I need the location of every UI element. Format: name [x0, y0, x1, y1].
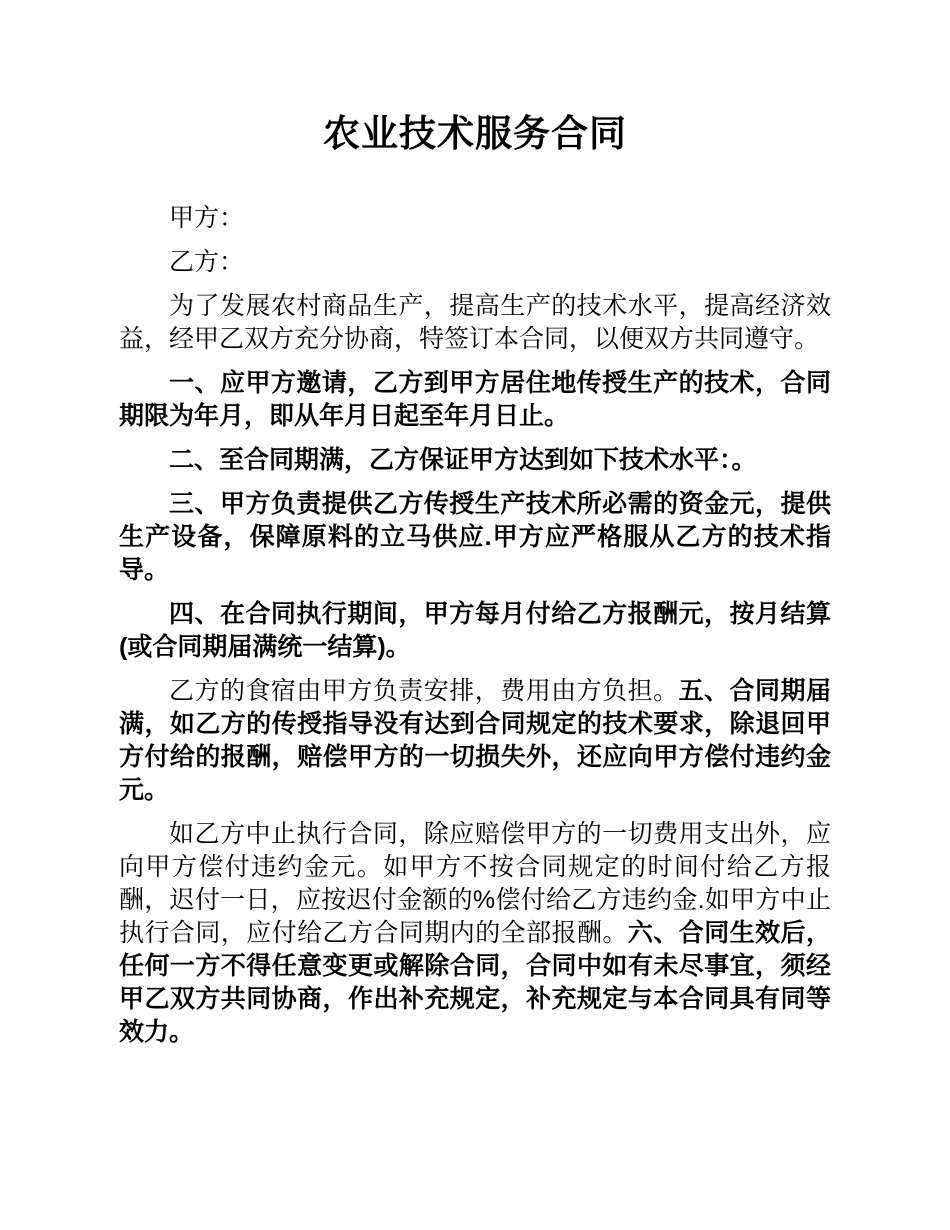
paragraph-text: 甲方： — [169, 204, 245, 232]
paragraph-clause-2 — [119, 444, 831, 477]
paragraph-preamble — [119, 290, 831, 356]
paragraph-text: 乙方： — [169, 248, 245, 276]
paragraph-party-a — [119, 202, 831, 235]
paragraph-text-normal: 如乙方中止执行合同，除应赔偿甲方的一切费用支出外，应向甲方偿付违约金元。如甲方不按合同规定的时间付给乙方报酬，迟付一日，应按迟付金额的%偿付给乙方违约金.如甲方中止执行合同，应付给乙方合同期内的全部报酬。 — [119, 820, 831, 947]
document-title: 农业技术服务合同 — [323, 113, 627, 154]
paragraph-clause-1 — [119, 367, 831, 433]
paragraph-text: 为了发展农村商品生产，提高生产的技术水平，提高经济效益，经甲乙双方充分协商，特签订本合同，以便双方共同遵守。 — [119, 292, 831, 353]
paragraph-text-bold: 五、合同期届满，如乙方的传授指导没有达到合同规定的技术要求，除退回甲方付给的报酬，赔偿甲方的一切损失外，还应向甲方偿付违约金元。 — [119, 677, 831, 804]
paragraph-clause-3 — [119, 488, 831, 587]
paragraph-text: 一、应甲方邀请，乙方到甲方居住地传授生产的技术，合同期限为年月，即从年月日起至年月日止。 — [119, 369, 831, 430]
paragraph-text: 二、至合同期满，乙方保证甲方达到如下技术水平：。 — [169, 446, 757, 474]
paragraph-clause-4 — [119, 598, 831, 664]
paragraph-text-bold: 六、合同生效后，任何一方不得任意变更或解除合同，合同中如有未尽事宜，须经甲乙双方共同协商，作出补充规定，补充规定与本合同具有同等效力。 — [119, 919, 831, 1046]
paragraph-clause-5 — [119, 675, 831, 807]
paragraph-text-normal: 乙方的食宿由甲方负责安排，费用由方负担。 — [169, 677, 679, 705]
paragraph-party-b — [119, 246, 831, 279]
paragraph-text: 四、在合同执行期间，甲方每月付给乙方报酬元，按月结算(或合同期届满统一结算)。 — [119, 600, 831, 661]
paragraph-clause-6 — [119, 818, 831, 1049]
paragraph-text: 三、甲方负责提供乙方传授生产技术所必需的资金元，提供生产设备，保障原料的立马供应.甲方应严格服从乙方的技术指导。 — [119, 490, 831, 584]
